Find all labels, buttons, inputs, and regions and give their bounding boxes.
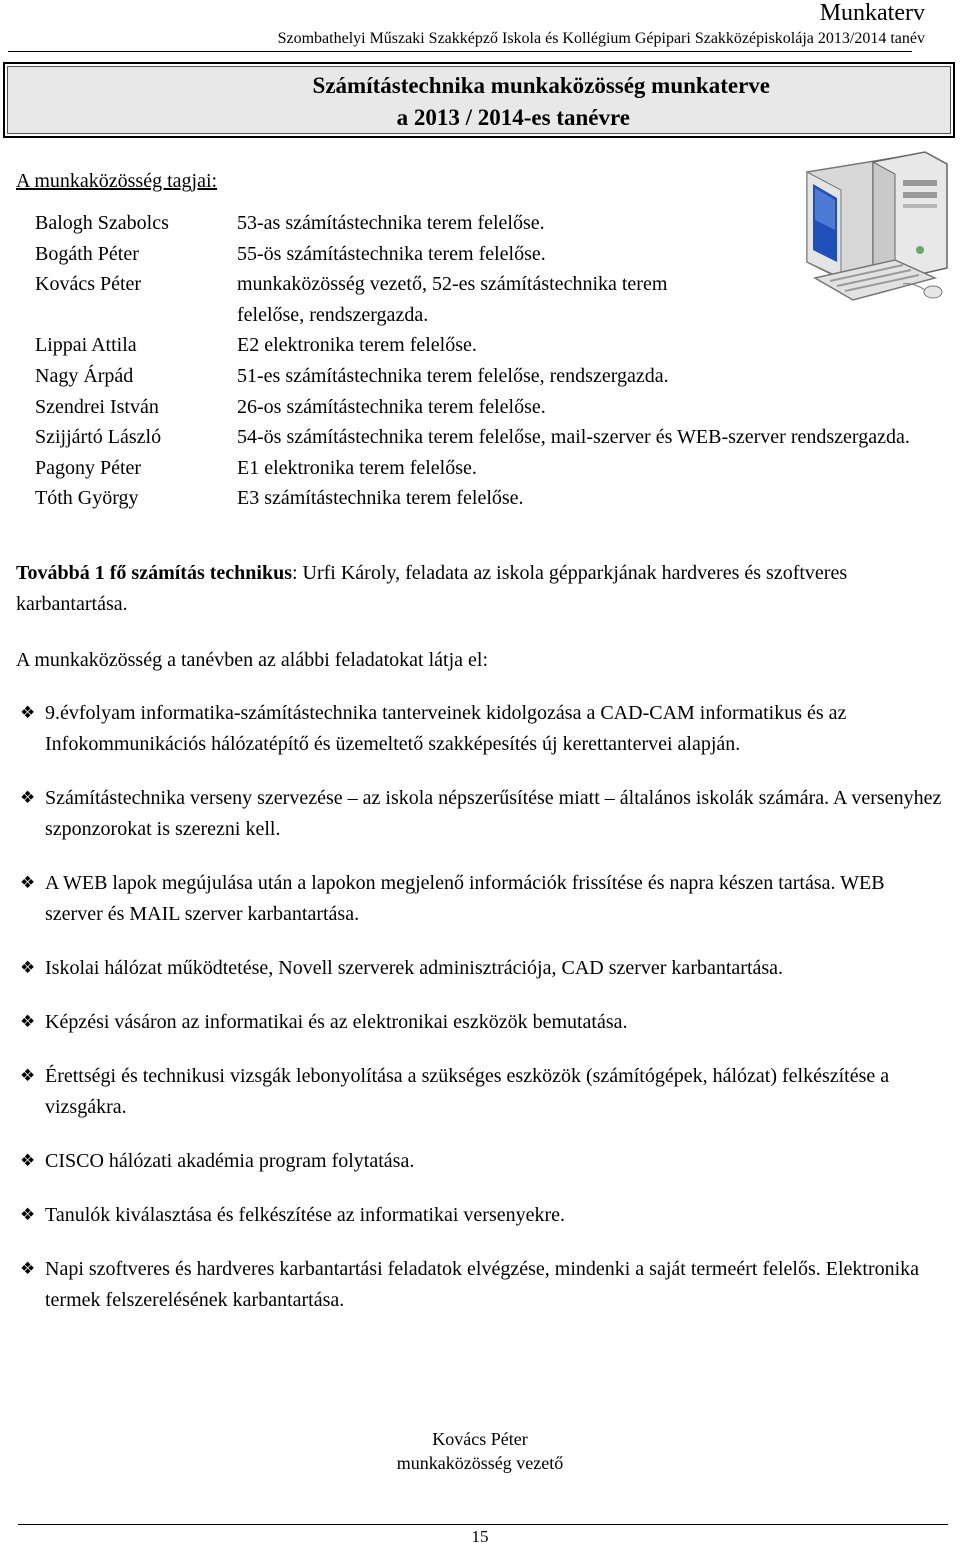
- member-name: Nagy Árpád: [35, 364, 134, 387]
- member-task: 53-as számítástechnika terem felelőse.: [237, 212, 545, 234]
- member-task: E2 elektronika terem felelőse.: [237, 334, 477, 357]
- member-task: munkaközösség vezető, 52-es számítástechnika terem felelőse, rendszergazda.: [237, 273, 668, 326]
- header-divider: [8, 51, 912, 52]
- member-task: 55-ös számítástechnika terem felelőse.: [237, 242, 546, 265]
- member-name: Kovács Péter: [35, 273, 142, 296]
- technician-label: Továbbá 1 fő számítás technikus: [16, 562, 292, 584]
- member-name: Pagony Péter: [35, 456, 142, 479]
- member-name: Balogh Szabolcs: [35, 212, 169, 234]
- member-row: [35, 239, 935, 270]
- member-name: Lippai Attila: [35, 334, 137, 357]
- task-list: [20, 698, 945, 1339]
- task-text: Tanulók kiválasztása és felkészítése az informatikai versenyekre.: [45, 1204, 566, 1226]
- task-text: CISCO hálózati akadémia program folytatása.: [45, 1150, 415, 1172]
- task-text: Iskolai hálózat működtetése, Novell szerverek adminisztrációja, CAD szerver karbantartása.: [45, 957, 784, 979]
- technician-paragraph: [16, 558, 946, 620]
- tasks-intro: A munkaközösség a tanévben az alábbi feladatokat látja el:: [16, 649, 489, 671]
- member-row: [35, 453, 935, 484]
- members-list: [35, 208, 935, 514]
- header-subtitle: Szombathelyi Műszaki Szakképző Iskola és Kollégium Gépipari Szakközépiskolája 2013/2014 tanév: [277, 30, 925, 47]
- signature-role: munkaközösség vezető: [396, 1453, 564, 1473]
- task-item: [20, 953, 945, 984]
- diamond-four-star-icon: ❖: [20, 1259, 36, 1279]
- page-number: 15: [471, 1527, 489, 1546]
- members-heading: A munkaközösség tagjai:: [16, 170, 218, 192]
- member-row: [35, 208, 935, 239]
- member-name: Bogáth Péter: [35, 242, 139, 265]
- task-item: [20, 1146, 945, 1177]
- task-text: Érettségi és technikusi vizsgák lebonyolítása a szükséges eszközök (számítógépek, hálózat) felkészítése a vizsgákra.: [45, 1065, 890, 1118]
- member-row: [35, 269, 705, 330]
- diamond-four-star-icon: ❖: [20, 703, 36, 723]
- document-title: Számítástechnika munkaközösség munkaterve: [312, 73, 770, 98]
- diamond-four-star-icon: ❖: [20, 873, 36, 893]
- member-name: Tóth György: [35, 487, 139, 510]
- diamond-four-star-icon: ❖: [20, 1205, 36, 1225]
- task-item: [20, 1061, 945, 1123]
- task-item: [20, 1200, 945, 1231]
- technician-text: : Urfi Károly, feladata az iskola gépparkjának hardveres és szoftveres karbantartása.: [16, 562, 848, 615]
- member-row: [35, 422, 935, 453]
- diamond-four-star-icon: ❖: [20, 1012, 36, 1032]
- signature-name: Kovács Péter: [432, 1429, 528, 1449]
- diamond-four-star-icon: ❖: [20, 788, 36, 808]
- task-item: [20, 1254, 945, 1316]
- task-text: Számítástechnika verseny szervezése – az iskola népszerűsítése miatt – általános iskolák számára. A versenyhez szponzorokat is szerezni kell.: [45, 787, 942, 840]
- footer-divider: [18, 1524, 948, 1525]
- diamond-four-star-icon: ❖: [20, 958, 36, 978]
- task-text: Képzési vásáron az informatikai és az elektronikai eszközök bemutatása.: [45, 1011, 628, 1033]
- member-row: [35, 361, 935, 392]
- task-item: [20, 868, 945, 930]
- member-task: 51-es számítástechnika terem felelőse, rendszergazda.: [237, 364, 669, 387]
- task-item: [20, 783, 945, 845]
- member-task: E3 számítástechnika terem felelőse.: [237, 487, 524, 510]
- task-text: Napi szoftveres és hardveres karbantartási feladatok elvégzése, mindenki a saját termeért felelős. Elektronika termek felszerelésének karbantartása.: [45, 1258, 920, 1311]
- task-text: 9.évfolyam informatika-számítástechnika tanterveinek kidolgozása a CAD-CAM informatikus és az Infokommunikációs hálózatépítő és üzemeltető szakképesítés új kerettantervei alapján.: [45, 702, 847, 755]
- member-task: 26-os számítástechnika terem felelőse.: [237, 395, 546, 418]
- member-name: Szijjártó László: [35, 426, 162, 449]
- member-row: [35, 330, 935, 361]
- diamond-four-star-icon: ❖: [20, 1066, 36, 1086]
- member-task: 54-ös számítástechnika terem felelőse, mail-szerver és WEB-szerver rendszergazda.: [237, 426, 910, 449]
- header-title: Munkaterv: [819, 0, 925, 26]
- member-task: E1 elektronika terem felelőse.: [237, 456, 477, 479]
- member-row: [35, 392, 935, 423]
- diamond-four-star-icon: ❖: [20, 1151, 36, 1171]
- member-row: [35, 483, 935, 514]
- task-item: [20, 698, 945, 760]
- task-item: [20, 1007, 945, 1038]
- member-name: Szendrei István: [35, 395, 159, 418]
- document-subtitle: a 2013 / 2014-es tanévre: [396, 105, 630, 130]
- task-text: A WEB lapok megújulása után a lapokon megjelenő információk frissítése és napra készen tartása. WEB szerver és MAIL szerver karbantartása.: [45, 872, 885, 925]
